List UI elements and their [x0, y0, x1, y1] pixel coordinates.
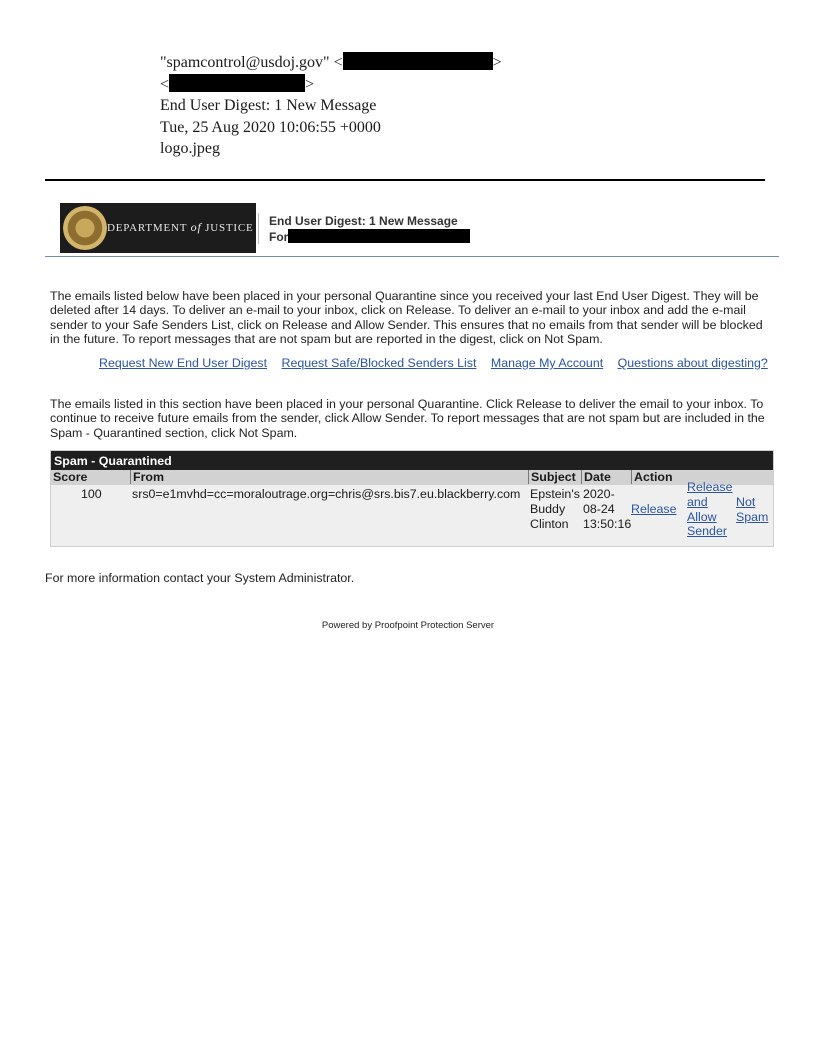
header-divider — [45, 179, 765, 181]
doj-logo — [60, 203, 256, 253]
subject-cell: Epstein's Buddy Clinton — [530, 487, 580, 531]
score-header: Score — [53, 470, 88, 484]
score-cell: 100 — [81, 487, 102, 501]
redaction-bar — [288, 229, 470, 243]
table-header — [51, 470, 773, 485]
release-link[interactable]: Release — [631, 502, 677, 516]
release-allow-cell — [687, 480, 732, 539]
digest-links — [99, 356, 768, 370]
redaction-bar — [169, 74, 305, 92]
subject-value: End User Digest: 1 New Message — [160, 97, 377, 114]
inline-images-value: logo.jpeg — [160, 140, 220, 157]
redaction-bar — [343, 52, 493, 70]
digest-for-line: For — [269, 229, 470, 244]
quarantine-title: Spam - Quarantined — [51, 451, 773, 470]
table-row — [51, 480, 773, 546]
request-senders-list-link[interactable]: Request Safe/Blocked Senders List — [281, 356, 477, 370]
to-value: < > — [160, 76, 315, 93]
logo-wordmark: DEPARTMENT of JUSTICE — [107, 220, 254, 234]
action-header: Action — [631, 470, 673, 484]
intro-paragraph: The emails listed below have been placed in your personal Quarantine since you received your last End User Digest. They will be deleted after 14 days. To deliver an e-mail to your inbox, click on Release. To deliver an e-mail to your inbox and add the e-mail sender to your Safe Senders List, click on Release and Allow Sender. This ensures that no emails from that sender will be blocked in the future. To report messages that are not spam but are reported in the digest, click on Not Spam. — [50, 289, 763, 347]
doj-seal-icon — [63, 206, 107, 250]
from-cell: srs0=e1mvhd=cc=moraloutrage.org=chris@srs.bis7.eu.blackberry.com — [132, 487, 521, 501]
from-header: From — [130, 470, 164, 484]
subject-header: Subject — [528, 470, 576, 484]
banner-separator — [258, 213, 259, 244]
date-cell: 2020- 08-24 13:50:16 — [583, 487, 632, 531]
release-allow-sender-link[interactable]: Release and Allow Sender — [687, 480, 733, 539]
quarantine-table — [50, 450, 774, 547]
powered-by: Powered by Proofpoint Protection Server — [321, 620, 495, 631]
not-spam-link[interactable]: Not Spam — [736, 495, 769, 524]
release-cell — [631, 502, 676, 517]
questions-link[interactable]: Questions about digesting? — [617, 356, 768, 370]
section-paragraph: The emails listed in this section have been placed in your personal Quarantine. Click Release to deliver the email to your inbox. To continue to receive future emails from the sender, click Allow Sender. To report messages that are not spam but are included in the Spam - Quarantined section, click Not Spam. — [50, 397, 765, 440]
digest-title: End User Digest: 1 New Message — [269, 214, 458, 228]
date-header: Date — [581, 470, 611, 484]
manage-account-link[interactable]: Manage My Account — [490, 356, 604, 370]
date-value: Tue, 25 Aug 2020 10:06:55 +0000 — [160, 119, 381, 136]
digest-banner — [45, 203, 779, 257]
request-digest-link[interactable]: Request New End User Digest — [99, 356, 268, 370]
from-value: "spamcontrol@usdoj.gov" < > — [160, 54, 502, 71]
admin-contact-text: For more information contact your System Administrator. — [45, 571, 355, 585]
not-spam-cell — [736, 495, 768, 525]
